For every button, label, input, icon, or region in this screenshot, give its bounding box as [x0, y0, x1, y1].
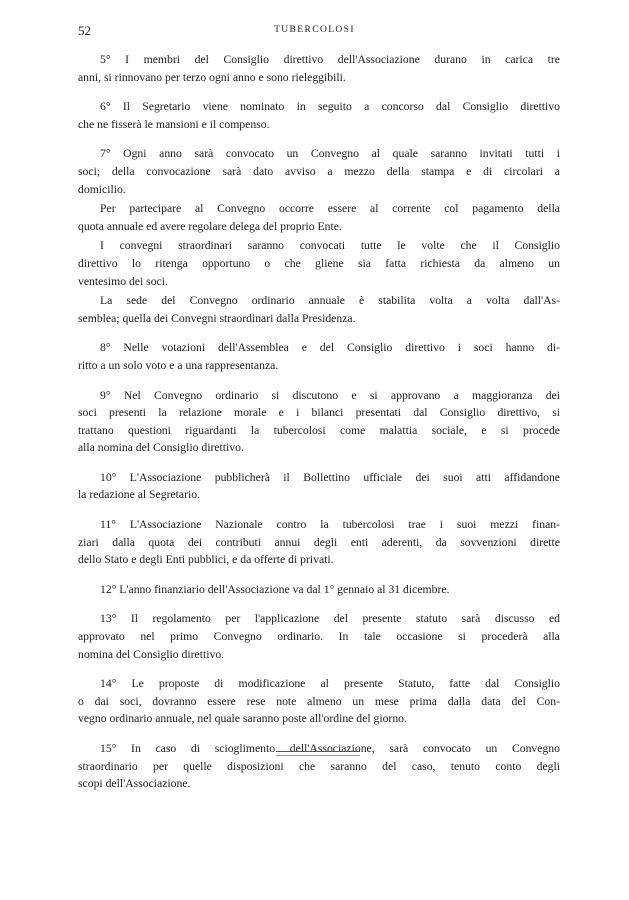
statute-text — [78, 51, 560, 805]
end-rule — [276, 751, 360, 752]
text-line: 10° L'Associazione pubblicherà il Bollettino ufficiale dei suoi atti affidandone — [100, 470, 560, 484]
text-line: La sede del Convegno ordinario annuale è stabilita volta a volta dall'As- — [100, 294, 560, 308]
text-line: nomina del Consiglio direttivo. — [78, 647, 225, 661]
text-line: trattano questioni riguardanti la tubercolosi come malattia sociale, e si procede — [78, 423, 560, 437]
text-line: 12° L'anno finanziario dell'Associazione va dal 1° gennaio al 31 dicembre. — [100, 582, 450, 596]
text-line: scopi dell'Associazione. — [78, 777, 191, 791]
text-line: dello Stato e degli Enti pubblici, e da offerte di privati. — [78, 553, 334, 567]
text-line: domicilio. — [78, 182, 126, 196]
paragraph — [78, 98, 560, 133]
text-line: ziari dalla quota dei contributi annui degli enti aderenti, da sovvenzioni dirette — [78, 535, 560, 549]
text-line: direttivo lo ritenga opportuno o che gliene sia fatta richiesta da almeno un — [78, 256, 560, 270]
paragraph — [78, 51, 560, 86]
text-line: la redazione al Segretario. — [78, 488, 201, 502]
paragraph — [78, 469, 560, 504]
paragraph — [78, 740, 560, 793]
text-line: 15° In caso di scioglimento dell'Associazione, sarà convocato un Convegno — [100, 742, 560, 755]
text-line: 9° Nel Convegno ordinario si discutono e si approvano a maggioranza dei — [100, 388, 560, 402]
paragraph — [78, 237, 560, 290]
running-title: TUBERCOLOSI — [274, 25, 355, 35]
paragraph — [78, 292, 560, 327]
text-line: soci presenti la relazione morale e i bilanci presentati dal Consiglio direttivo, si — [78, 406, 560, 420]
text-line: che ne fisserà le mansioni e il compenso. — [78, 117, 270, 131]
text-line: o dai soci, dovranno essere rese note almeno un mese prima dalla data del Con- — [78, 694, 560, 708]
text-line: straordinario per quelle disposizioni che saranno del caso, tenuto conto degli — [78, 759, 560, 773]
text-line: 11° L'Associazione Nazionale contro la tubercolosi trae i suoi mezzi finan- — [100, 518, 560, 532]
text-line: semblea; quella dei Convegni straordinari dalla Presidenza. — [78, 311, 356, 325]
text-line: 13° Il regolamento per l'applicazione del presente statuto sarà discusso ed — [100, 612, 560, 626]
text-line: ritto a un solo voto e a una rappresentanza. — [78, 358, 279, 372]
text-line: quota annuale ed avere regolare delega del proprio Ente. — [78, 219, 342, 233]
end-rule-secondary — [276, 755, 360, 756]
paragraph — [78, 339, 560, 374]
paragraph — [78, 610, 560, 663]
text-line: 14° Le proposte di modificazione al presente Statuto, fatte dal Consiglio — [100, 677, 560, 691]
paragraph — [78, 516, 560, 569]
text-line: vegno ordinario annuale, nel quale saranno poste all'ordine del giorno. — [78, 712, 407, 726]
text-line: 7° Ogni anno sarà convocato un Convegno al quale saranno invitati tutti i — [100, 147, 560, 161]
paragraph — [78, 581, 560, 599]
text-line: 8° Nelle votazioni dell'Assemblea e del Consiglio direttivo i soci hanno di- — [100, 341, 560, 355]
paragraph — [78, 387, 560, 457]
text-line: 6° Il Segretario viene nominato in seguito a concorso dal Consiglio direttivo — [100, 100, 560, 114]
text-line: ventesimo dei soci. — [78, 274, 168, 288]
paragraph — [78, 145, 560, 198]
text-line: 5° I membri del Consiglio direttivo dell'Associazione durano in carica tre — [100, 53, 560, 66]
text-line: soci; della convocazione sarà dato avviso a mezzo della stampa e di circolari a — [78, 164, 560, 178]
page-number: 52 — [78, 23, 91, 38]
text-line: Per partecipare al Convegno occorre essere al corrente col pagamento della — [100, 202, 560, 216]
paragraph — [78, 200, 560, 235]
paragraph — [78, 675, 560, 728]
text-line: anni, si rinnovano per terzo ogni anno e sono rieleggibili. — [78, 70, 346, 84]
text-line: alla nomina del Consiglio direttivo. — [78, 441, 244, 455]
text-line: approvato nel primo Convegno ordinario. In tale occasione si procederà alla — [78, 630, 560, 644]
text-line: I convegni straordinari saranno convocati tutte le volte che il Consiglio — [100, 239, 560, 253]
